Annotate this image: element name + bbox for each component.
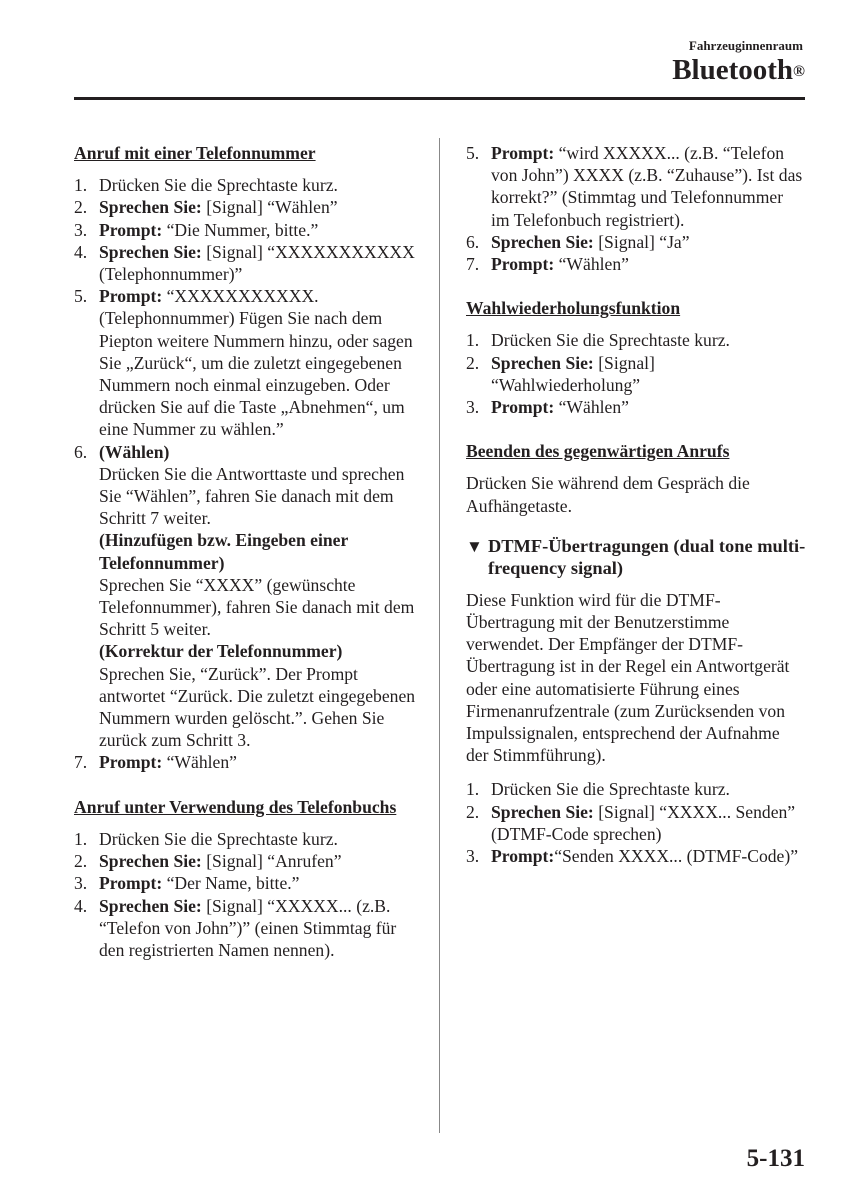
step-number: 2.	[466, 801, 480, 822]
dtmf-heading-text: DTMF-Übertragungen (dual tone multi-frequency signal)	[488, 535, 806, 578]
registered-mark: ®	[793, 63, 805, 80]
step-number: 7.	[74, 752, 88, 773]
section-title-phonebook-call: Anruf unter Verwendung des Telefonbuchs	[74, 796, 397, 817]
steps-phone-number-call	[74, 174, 422, 773]
list-item	[74, 751, 422, 773]
list-item	[74, 241, 422, 285]
step-keyword: Prompt:	[99, 873, 163, 894]
option-text: Sprechen Sie “XXXX” (gewünschte Telefonnummer), fahren Sie danach mit dem Schritt 5 weiter.	[99, 574, 415, 640]
step-number: 6.	[466, 231, 480, 252]
list-item	[74, 196, 422, 218]
step-text: [Signal] “Ja”	[593, 231, 690, 252]
step-keyword: Prompt:	[99, 286, 163, 307]
step-number: 1.	[466, 779, 480, 800]
triangle-marker-icon: ▼	[466, 536, 483, 556]
step-keyword: Prompt:	[491, 143, 555, 163]
list-item	[466, 396, 806, 418]
step-number: 5.	[74, 286, 88, 307]
list-item	[466, 352, 806, 396]
steps-redial	[466, 329, 806, 418]
step-text: “Senden XXXX... (DTMF-Code)”	[554, 846, 799, 867]
step-text: [Signal] “XXXXXXXXXXX (Telephonnummer)”	[99, 241, 415, 285]
page-title-text: Bluetooth	[672, 54, 794, 86]
step-number: 7.	[466, 254, 480, 275]
list-item	[466, 778, 806, 800]
step-number: 1.	[74, 828, 88, 849]
page-title	[672, 52, 805, 88]
steps-phonebook-call	[74, 828, 422, 961]
section-title-redial: Wahlwiederholungsfunktion	[466, 298, 681, 319]
list-item	[74, 850, 422, 872]
step-number: 3.	[466, 846, 480, 867]
section-title-end-call: Beenden des gegenwärtigen Anrufs	[466, 441, 730, 462]
option-text: Sprechen Sie, “Zurück”. Der Prompt antwortet “Zurück. Die zuletzt eingegebenen Nummern wurden gelöscht.”. Gehen Sie zurück zum Schritt 3.	[99, 663, 416, 751]
step-keyword: Prompt:	[491, 254, 555, 275]
step-keyword: Prompt:	[491, 397, 555, 418]
step-text: “wird XXXXX... (z.B. “Telefon von John”) XXXX (z.B. “Zuhause”). Ist das korrekt?” (Stimmtag und Telefonnummer im Telefonbuch registriert).	[491, 143, 803, 230]
step-keyword: Sprechen Sie:	[491, 352, 594, 373]
list-item	[466, 142, 806, 231]
step-keyword: Sprechen Sie:	[99, 851, 202, 872]
chapter-label: Fahrzeuginnenraum	[688, 38, 803, 53]
step-text: [Signal] “Wählen”	[201, 197, 338, 218]
steps-phonebook-call-continued	[466, 142, 806, 275]
step-text: [Signal] “XXXX... Senden” (DTMF-Code sprechen)	[491, 801, 796, 844]
step-text: Drücken Sie die Sprechtaste kurz.	[491, 330, 730, 351]
dtmf-description: Diese Funktion wird für die DTMF-Übertragung mit der Benutzerstimme verwendet. Der Empfänger der DTMF-Übertragung ist in der Regel ein Antwortgerät oder eine automatisierte Führung eines Firmenanrufzentrale (zum Zurücksenden von Impulssignalen, entsprechend der Aufnahme der Stimmführung).	[466, 589, 790, 766]
step-number: 3.	[466, 397, 480, 418]
end-call-text: Drücken Sie während dem Gespräch die Aufhängetaste.	[466, 473, 750, 516]
list-item	[74, 219, 422, 241]
steps-dtmf	[466, 778, 806, 867]
list-item	[74, 828, 422, 850]
step-number: 3.	[74, 873, 88, 894]
list-item	[466, 801, 806, 845]
step-text: “Wählen”	[162, 752, 237, 773]
list-item	[466, 845, 806, 867]
option-heading: (Korrektur der Telefonnummer)	[99, 641, 343, 662]
left-column	[74, 142, 422, 961]
step-keyword: Sprechen Sie:	[99, 895, 202, 916]
step-text: “Die Nummer, bitte.”	[162, 219, 319, 240]
page-number: 5-131	[746, 1145, 805, 1172]
option-heading: (Hinzufügen bzw. Eingeben einer Telefonnummer)	[99, 530, 348, 573]
step-text: [Signal] “Anrufen”	[201, 851, 342, 872]
step-number: 2.	[466, 352, 480, 373]
step-keyword: Prompt:	[99, 752, 163, 773]
section-title-phone-number-call: Anruf mit einer Telefonnummer	[74, 143, 316, 163]
step-keyword: Sprechen Sie:	[99, 197, 202, 218]
step-number: 6.	[74, 441, 88, 462]
step-text: “Wählen”	[554, 254, 629, 275]
step-text: “XXXXXXXXXXX. (Telephonnummer) Fügen Sie nach dem Piepton weitere Nummern hinzu, oder sagen Sie „Zurück“, um die zuletzt eingegebenen Nummern noch einmal einzugeben. Oder drücken Sie auf die Taste „Abnehmen“, um eine Nummer zu wählen.”	[99, 286, 413, 440]
option-text: Drücken Sie die Antworttaste und sprechen Sie “Wählen”, fahren Sie danach mit dem Schritt 7 weiter.	[99, 463, 405, 529]
step-keyword: Prompt:	[99, 219, 163, 240]
step-text: “Der Name, bitte.”	[162, 873, 300, 894]
list-item	[466, 253, 806, 275]
right-column	[466, 142, 806, 867]
step-number: 1.	[74, 175, 88, 196]
step-keyword: Sprechen Sie:	[491, 231, 594, 252]
option-heading: (Wählen)	[99, 441, 170, 462]
step-text: Drücken Sie die Sprechtaste kurz.	[491, 779, 730, 800]
step-text: “Wählen”	[554, 397, 629, 418]
step-text: [Signal] “XXXXX... (z.B. “Telefon von John”)” (einen Stimmtag für den registrierten Namen nennen).	[99, 895, 397, 960]
step-text: [Signal] “Wahlwiederholung”	[491, 352, 655, 395]
step-text: Drücken Sie die Sprechtaste kurz.	[99, 175, 338, 196]
step-number: 5.	[466, 143, 480, 163]
header-rule	[74, 97, 805, 100]
list-item	[74, 872, 422, 894]
column-divider	[439, 138, 440, 1133]
step-keyword: Sprechen Sie:	[491, 801, 594, 822]
dtmf-heading	[466, 535, 806, 579]
step-text: Drücken Sie die Sprechtaste kurz.	[99, 828, 338, 849]
step-number: 2.	[74, 851, 88, 872]
list-item	[74, 285, 422, 440]
list-item	[74, 895, 422, 962]
step-number: 3.	[74, 219, 88, 240]
step-number: 4.	[74, 895, 88, 916]
step-number: 1.	[466, 330, 480, 351]
step-keyword: Sprechen Sie:	[99, 241, 202, 262]
step-number: 2.	[74, 197, 88, 218]
list-item	[74, 174, 422, 196]
step-keyword: Prompt:	[491, 846, 555, 867]
list-item	[466, 329, 806, 351]
list-item	[466, 231, 806, 253]
step-number: 4.	[74, 241, 88, 262]
list-item	[74, 441, 422, 752]
